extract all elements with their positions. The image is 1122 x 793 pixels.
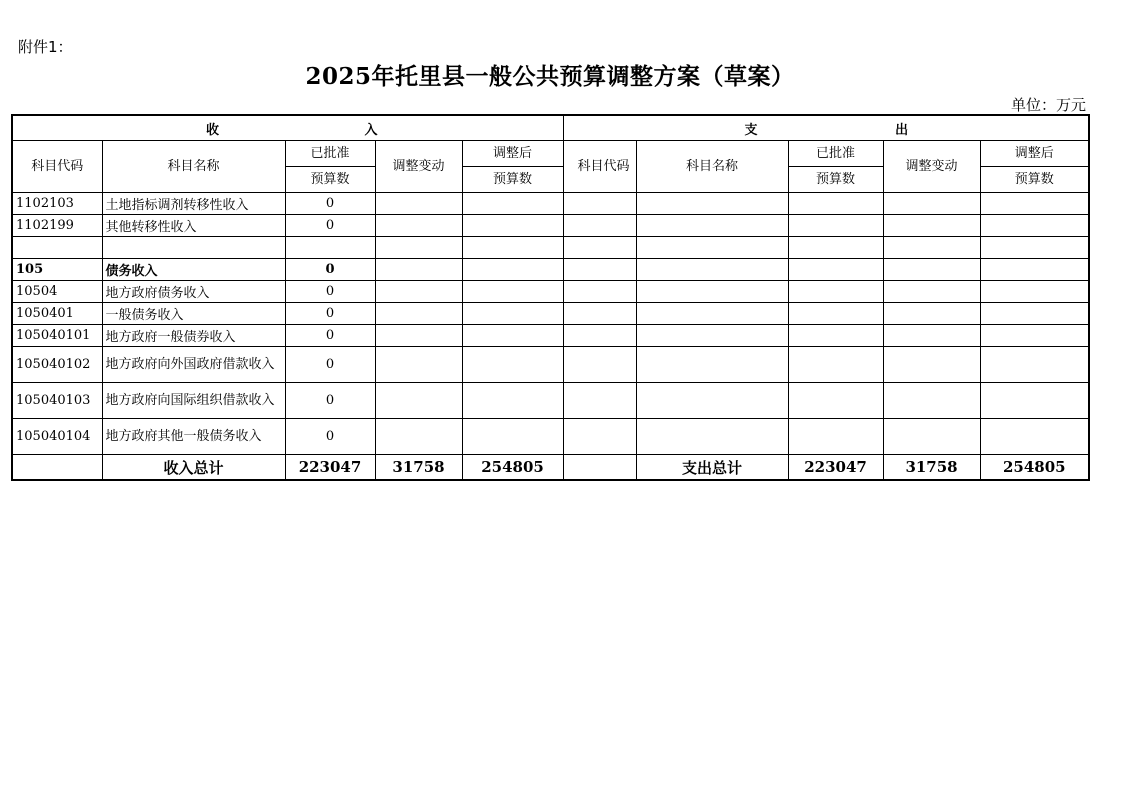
table-row — [12, 193, 1089, 215]
row-name: 地方政府其他一般债务收入 — [102, 419, 285, 455]
row-name: 债务收入 — [102, 259, 285, 281]
row-approved: 0 — [285, 215, 375, 237]
row-name: 地方政府向国际组织借款收入 — [102, 383, 285, 419]
expense-col-change: 调整变动 — [883, 141, 980, 193]
row-name: 地方政府一般债券收入 — [102, 325, 285, 347]
table-row — [12, 383, 1089, 419]
income-total-approved: 223047 — [285, 455, 375, 481]
row-code: 105040104 — [12, 419, 102, 455]
row-approved — [285, 237, 375, 259]
row-name: 土地指标调剂转移性收入 — [102, 193, 285, 215]
expense-col-adjusted-bottom: 预算数 — [980, 167, 1089, 193]
row-code: 105 — [12, 259, 102, 281]
expense-col-code: 科目代码 — [563, 141, 636, 193]
table-row — [12, 325, 1089, 347]
row-name: 其他转移性收入 — [102, 215, 285, 237]
row-approved: 0 — [285, 303, 375, 325]
income-col-code: 科目代码 — [12, 141, 102, 193]
table-row — [12, 281, 1089, 303]
row-code: 105040103 — [12, 383, 102, 419]
row-code: 1102199 — [12, 215, 102, 237]
income-total-label: 收入总计 — [102, 455, 285, 481]
row-name — [102, 237, 285, 259]
row-approved: 0 — [285, 347, 375, 383]
expense-header-char-2: 出 — [895, 122, 911, 138]
expense-total-adjusted: 254805 — [980, 455, 1089, 481]
income-total-adjusted: 254805 — [462, 455, 563, 481]
unit-label: 单位：万元 — [1010, 96, 1086, 114]
table-row — [12, 259, 1089, 281]
row-code: 105040102 — [12, 347, 102, 383]
expense-col-name: 科目名称 — [636, 141, 788, 193]
income-col-name: 科目名称 — [102, 141, 285, 193]
income-col-adjusted-top: 调整后 — [462, 141, 563, 167]
totals-row — [12, 455, 1089, 481]
table-row — [12, 215, 1089, 237]
row-approved: 0 — [285, 419, 375, 455]
row-name: 地方政府向外国政府借款收入 — [102, 347, 285, 383]
table-row — [12, 347, 1089, 383]
row-name: 一般债务收入 — [102, 303, 285, 325]
row-approved: 0 — [285, 383, 375, 419]
income-header-char-2: 入 — [364, 122, 380, 138]
row-approved: 0 — [285, 281, 375, 303]
income-col-approved-bottom: 预算数 — [285, 167, 375, 193]
expense-col-approved-bottom: 预算数 — [788, 167, 883, 193]
income-header-char-1: 收 — [206, 122, 222, 138]
expense-section-header — [563, 115, 1089, 141]
row-name: 地方政府债务收入 — [102, 281, 285, 303]
document-title: 2025年托里县一般公共预算调整方案（草案） — [305, 63, 795, 90]
expense-col-approved-top: 已批准 — [788, 141, 883, 167]
expense-total-label: 支出总计 — [636, 455, 788, 481]
income-section-header — [12, 115, 563, 141]
row-code: 1050401 — [12, 303, 102, 325]
table-row — [12, 419, 1089, 455]
column-header-row-1 — [12, 141, 1089, 167]
row-approved: 0 — [285, 193, 375, 215]
budget-adjustment-table — [11, 114, 1090, 481]
income-total-change: 31758 — [375, 455, 462, 481]
row-approved: 0 — [285, 259, 375, 281]
row-approved: 0 — [285, 325, 375, 347]
expense-col-adjusted-top: 调整后 — [980, 141, 1089, 167]
row-code: 1102103 — [12, 193, 102, 215]
table-row — [12, 237, 1089, 259]
expense-total-approved: 223047 — [788, 455, 883, 481]
attachment-label: 附件1： — [18, 38, 73, 56]
row-code: 10504 — [12, 281, 102, 303]
income-col-approved-top: 已批准 — [285, 141, 375, 167]
row-code: 105040101 — [12, 325, 102, 347]
section-header-row — [12, 115, 1089, 141]
table-row — [12, 303, 1089, 325]
income-col-change: 调整变动 — [375, 141, 462, 193]
expense-total-change: 31758 — [883, 455, 980, 481]
income-col-adjusted-bottom: 预算数 — [462, 167, 563, 193]
expense-header-char-1: 支 — [744, 122, 760, 138]
row-code — [12, 237, 102, 259]
